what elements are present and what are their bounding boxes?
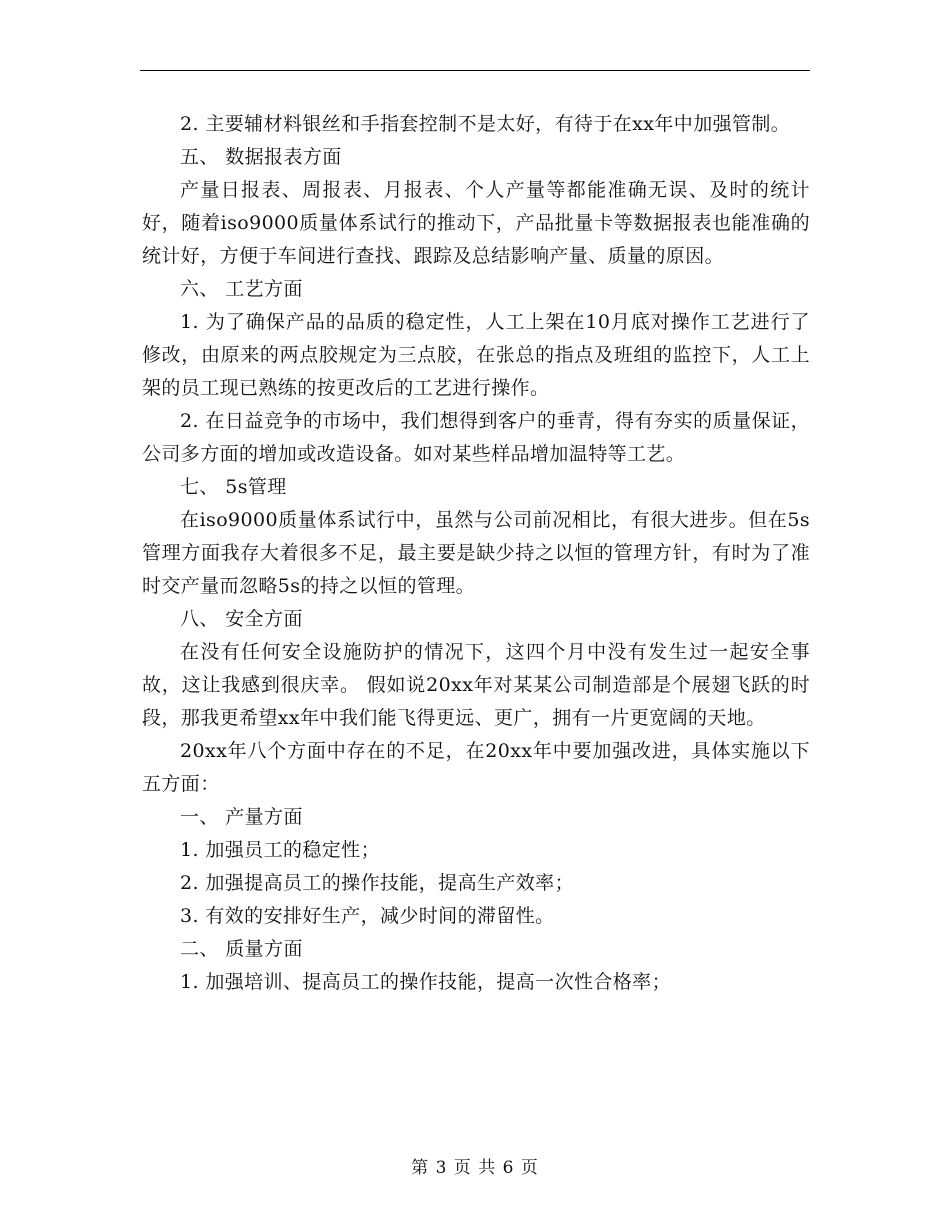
page-number: 第 3 页 共 6 页: [411, 1158, 539, 1178]
list-item: 1. 加强员工的稳定性；: [180, 839, 380, 861]
header-rule: [140, 70, 810, 71]
paragraph: 在iso9000质量体系试行中，虽然与公司前况相比，有很大进步。但在5s管理方面我存大着很多不足，最主要是缺少持之以恒的管理方针，有时为了准时交产量而忽略5s的持之以恒的管理。: [142, 509, 810, 597]
document-body: [142, 108, 810, 999]
section-heading: 八、 安全方面: [180, 608, 303, 630]
paragraph: 1. 为了确保产品的品质的稳定性，人工上架在10月底对操作工艺进行了修改，由原来的两点胶规定为三点胶，在张总的指点及班组的监控下，人工上架的员工现已熟练的按更改后的工艺进行操作。: [142, 311, 810, 399]
paragraph: 产量日报表、周报表、月报表、个人产量等都能准确无误、及时的统计好，随着iso9000质量体系试行的推动下，产品批量卡等数据报表也能准确的统计好，方便于车间进行查找、跟踪及总结影响产量、质量的原因。: [142, 179, 810, 267]
list-item: 2. 加强提高员工的操作技能，提高生产效率；: [180, 872, 574, 894]
paragraph: 20xx年八个方面中存在的不足，在20xx年中要加强改进，具体实施以下五方面：: [142, 740, 810, 795]
paragraph: 2. 主要辅材料银丝和手指套控制不是太好，有待于在xx年中加强管制。: [180, 113, 791, 135]
section-heading: 二、 质量方面: [180, 938, 303, 960]
section-heading: 六、 工艺方面: [180, 278, 303, 300]
paragraph: 在没有任何安全设施防护的情况下，这四个月中没有发生过一起安全事故，这让我感到很庆幸。 假如说20xx年对某某公司制造部是个展翅飞跃的时段，那我更希望xx年中我们能飞得更远、更广，拥有一片更宽阔的天地。: [142, 641, 810, 729]
paragraph: 2. 在日益竞争的市场中，我们想得到客户的垂青，得有夯实的质量保证，公司多方面的增加或改造设备。如对某些样品增加温特等工艺。: [142, 410, 810, 465]
list-item: 1. 加强培训、提高员工的操作技能，提高一次性合格率；: [180, 971, 671, 993]
list-item: 3. 有效的安排好生产，减少时间的滞留性。: [180, 905, 555, 927]
section-heading: 五、 数据报表方面: [180, 146, 342, 168]
section-heading: 七、 5s管理: [180, 476, 287, 498]
section-heading: 一、 产量方面: [180, 806, 303, 828]
